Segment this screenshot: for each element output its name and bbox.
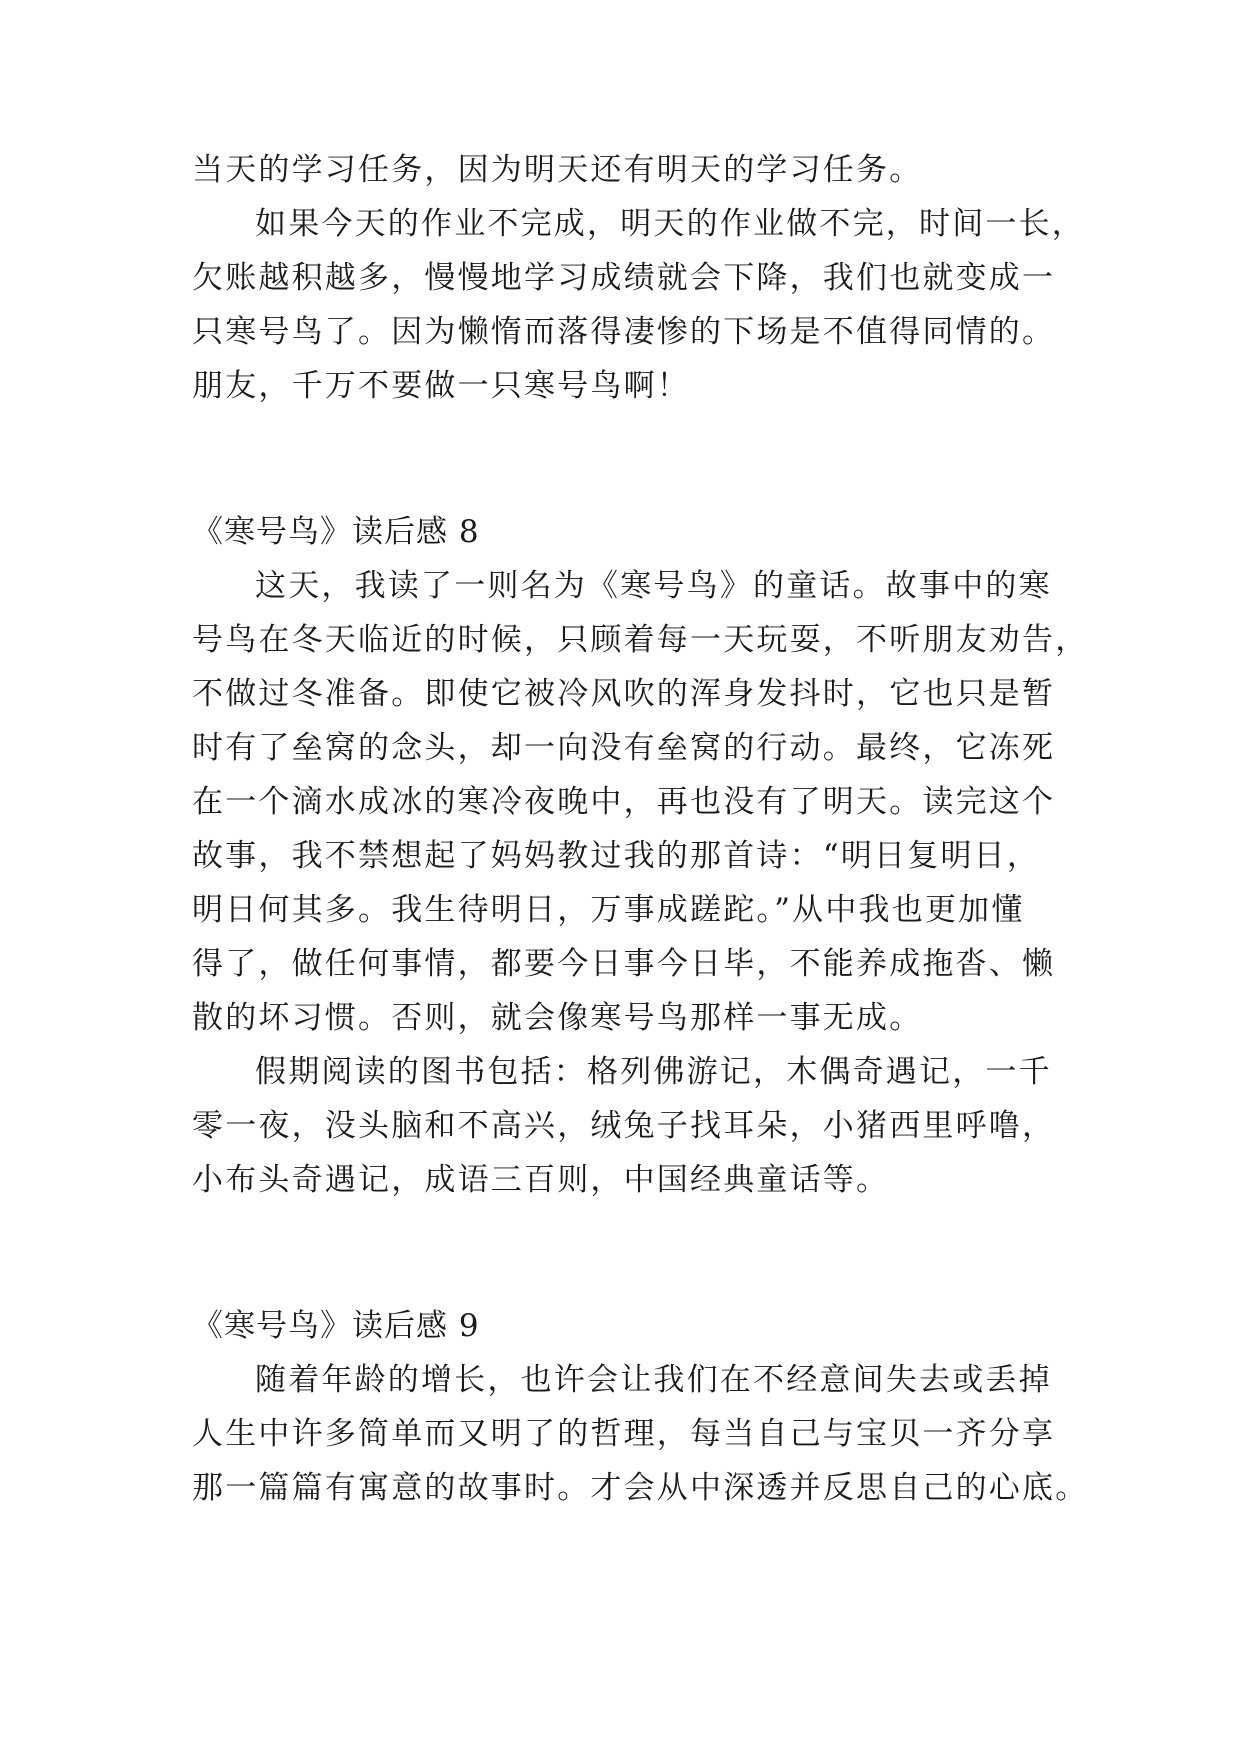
text-line: 只寒号鸟了。因为懒惰而落得凄惨的下场是不值得同情的。 — [192, 314, 1056, 350]
text-line: 号鸟在冬天临近的时候，只顾着每一天玩耍，不听朋友劝告， — [192, 622, 1089, 658]
section-heading: 《寒号鸟》读后感 9 — [192, 1308, 480, 1344]
text-line: 故事，我不禁想起了妈妈教过我的那首诗：“明日复明日， — [192, 838, 1041, 874]
section-heading: 《寒号鸟》读后感 8 — [192, 514, 480, 550]
text-line: 假期阅读的图书包括：格列佛游记，木偶奇遇记，一千 — [255, 1054, 1052, 1090]
text-line: 当天的学习任务，因为明天还有明天的学习任务。 — [192, 152, 923, 188]
text-line: 这天，我读了一则名为《寒号鸟》的童话。故事中的寒 — [255, 568, 1052, 604]
text-line: 朋友，千万不要做一只寒号鸟啊！ — [192, 368, 690, 404]
text-line: 那一篇篇有寓意的故事时。才会从中深透并反思自己的心底。 — [192, 1470, 1089, 1506]
text-line: 不做过冬准备。即使它被冷风吹的浑身发抖时，它也只是暂 — [192, 676, 1056, 712]
text-line: 小布头奇遇记，成语三百则，中国经典童话等。 — [192, 1162, 890, 1198]
text-line: 在一个滴水成冰的寒冷夜晚中，再也没有了明天。读完这个 — [192, 784, 1056, 820]
text-line: 得了，做任何事情，都要今日事今日毕，不能养成拖沓、懒 — [192, 946, 1056, 982]
text-line: 随着年龄的增长，也许会让我们在不经意间失去或丢掉 — [255, 1362, 1052, 1398]
text-line: 零一夜，没头脑和不高兴，绒兔子找耳朵，小猪西里呼噜， — [192, 1108, 1056, 1144]
text-line: 时有了垒窝的念头，却一向没有垒窝的行动。最终，它冻死 — [192, 730, 1056, 766]
text-line: 明日何其多。我生待明日，万事成蹉跎。”从中我也更加懂 — [192, 892, 1025, 928]
text-line: 人生中许多简单而又明了的哲理，每当自己与宝贝一齐分享 — [192, 1416, 1056, 1452]
text-line: 欠账越积越多，慢慢地学习成绩就会下降，我们也就变成一 — [192, 260, 1056, 296]
text-line: 散的坏习惯。否则，就会像寒号鸟那样一事无成。 — [192, 1000, 923, 1036]
text-line: 如果今天的作业不完成，明天的作业做不完，时间一长， — [255, 206, 1085, 242]
